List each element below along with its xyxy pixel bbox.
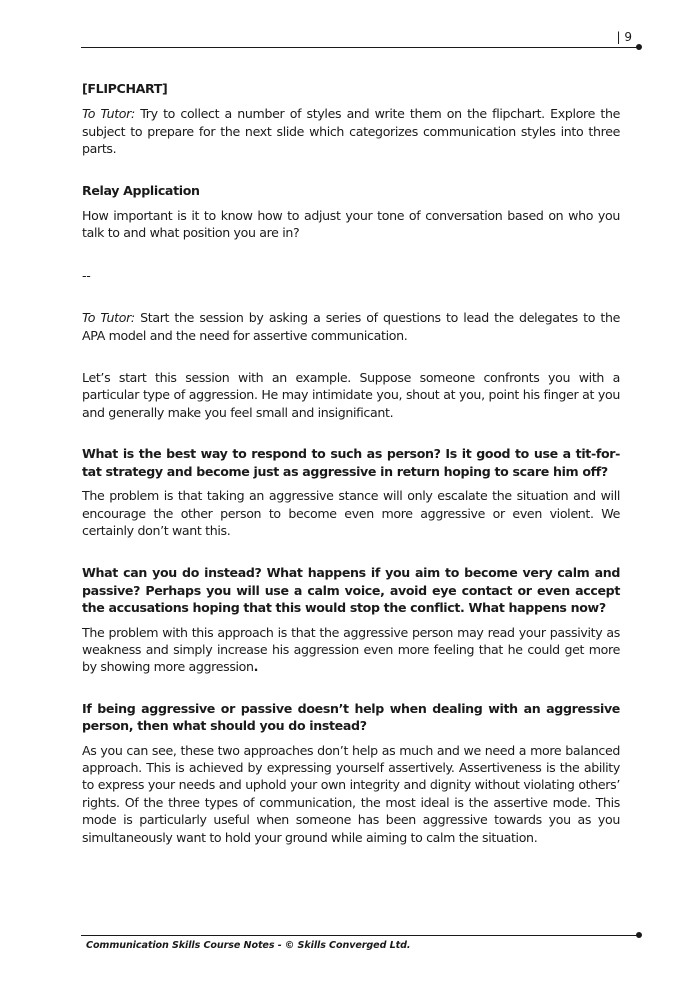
answer-3: As you can see, these two approaches don’t help as much and we need a more balanced approach. This is achieved by expressing yourself assertively. Assertiveness is the ability to express your needs and uphold your own integrity and dignity without violating others’ rights. Of the three types of communication, the most ideal is the assertive mode. This mode is particularly useful when someone has been aggressive towards you as you simultaneously want to hold your ground while aiming to calm the situation. bbox=[82, 742, 620, 845]
tutor-note-text: Try to collect a number of styles and write them on the flipchart. Explore the subject to prepare for the next slide which categorizes communication styles into three parts. bbox=[82, 106, 620, 157]
relay-heading: Relay Application bbox=[82, 182, 200, 198]
answer-2-period: . bbox=[253, 659, 259, 675]
page-content bbox=[82, 80, 620, 846]
tutor-note-2 bbox=[82, 309, 620, 344]
separator: -- bbox=[82, 267, 91, 283]
question-1: What is the best way to respond to such as person? Is it good to use a tit-for-tat strategy and become just as aggressive in return hoping to scare him off? bbox=[82, 446, 620, 479]
footer-rule bbox=[81, 935, 638, 936]
flipchart-heading: [FLIPCHART] bbox=[82, 81, 168, 96]
header-rule bbox=[81, 47, 638, 48]
answer-2 bbox=[82, 624, 620, 676]
tutor-note-1 bbox=[82, 105, 620, 157]
answer-1: The problem is that taking an aggressive stance will only escalate the situation and will encourage the other person to become even more aggressive or even violent. We certainly don’t want this. bbox=[82, 488, 620, 538]
tutor-note-label: To Tutor: bbox=[82, 310, 135, 326]
tutor-note-label: To Tutor: bbox=[82, 106, 135, 122]
tutor-note-text: Start the session by asking a series of questions to lead the delegates to the APA model and the need for assertive communication. bbox=[82, 310, 620, 343]
answer-2-text: The problem with this approach is that the aggressive person may read your passivity as weakness and simply increase his aggression even more feeling that he could get more by showing more aggression bbox=[82, 624, 620, 675]
relay-question: How important is it to know how to adjust your tone of conversation based on who you talk to and what position you are in? bbox=[82, 208, 620, 241]
intro-paragraph: Let’s start this session with an example. Suppose someone confronts you with a particular type of aggression. He may intimidate you, shout at you, point his finger at you and generally make you feel small and insignificant. bbox=[82, 370, 620, 420]
footer-text: Communication Skills Course Notes - © Skills Converged Ltd. bbox=[86, 940, 411, 951]
question-2: What can you do instead? What happens if you aim to become very calm and passive? Perhaps you will use a calm voice, avoid eye contact or even accept the accusations hoping that this would stop the conflict. What happens now? bbox=[82, 565, 620, 616]
page-number: | 9 bbox=[616, 30, 632, 44]
question-3: If being aggressive or passive doesn’t help when dealing with an aggressive person, then what should you do instead? bbox=[82, 700, 620, 734]
